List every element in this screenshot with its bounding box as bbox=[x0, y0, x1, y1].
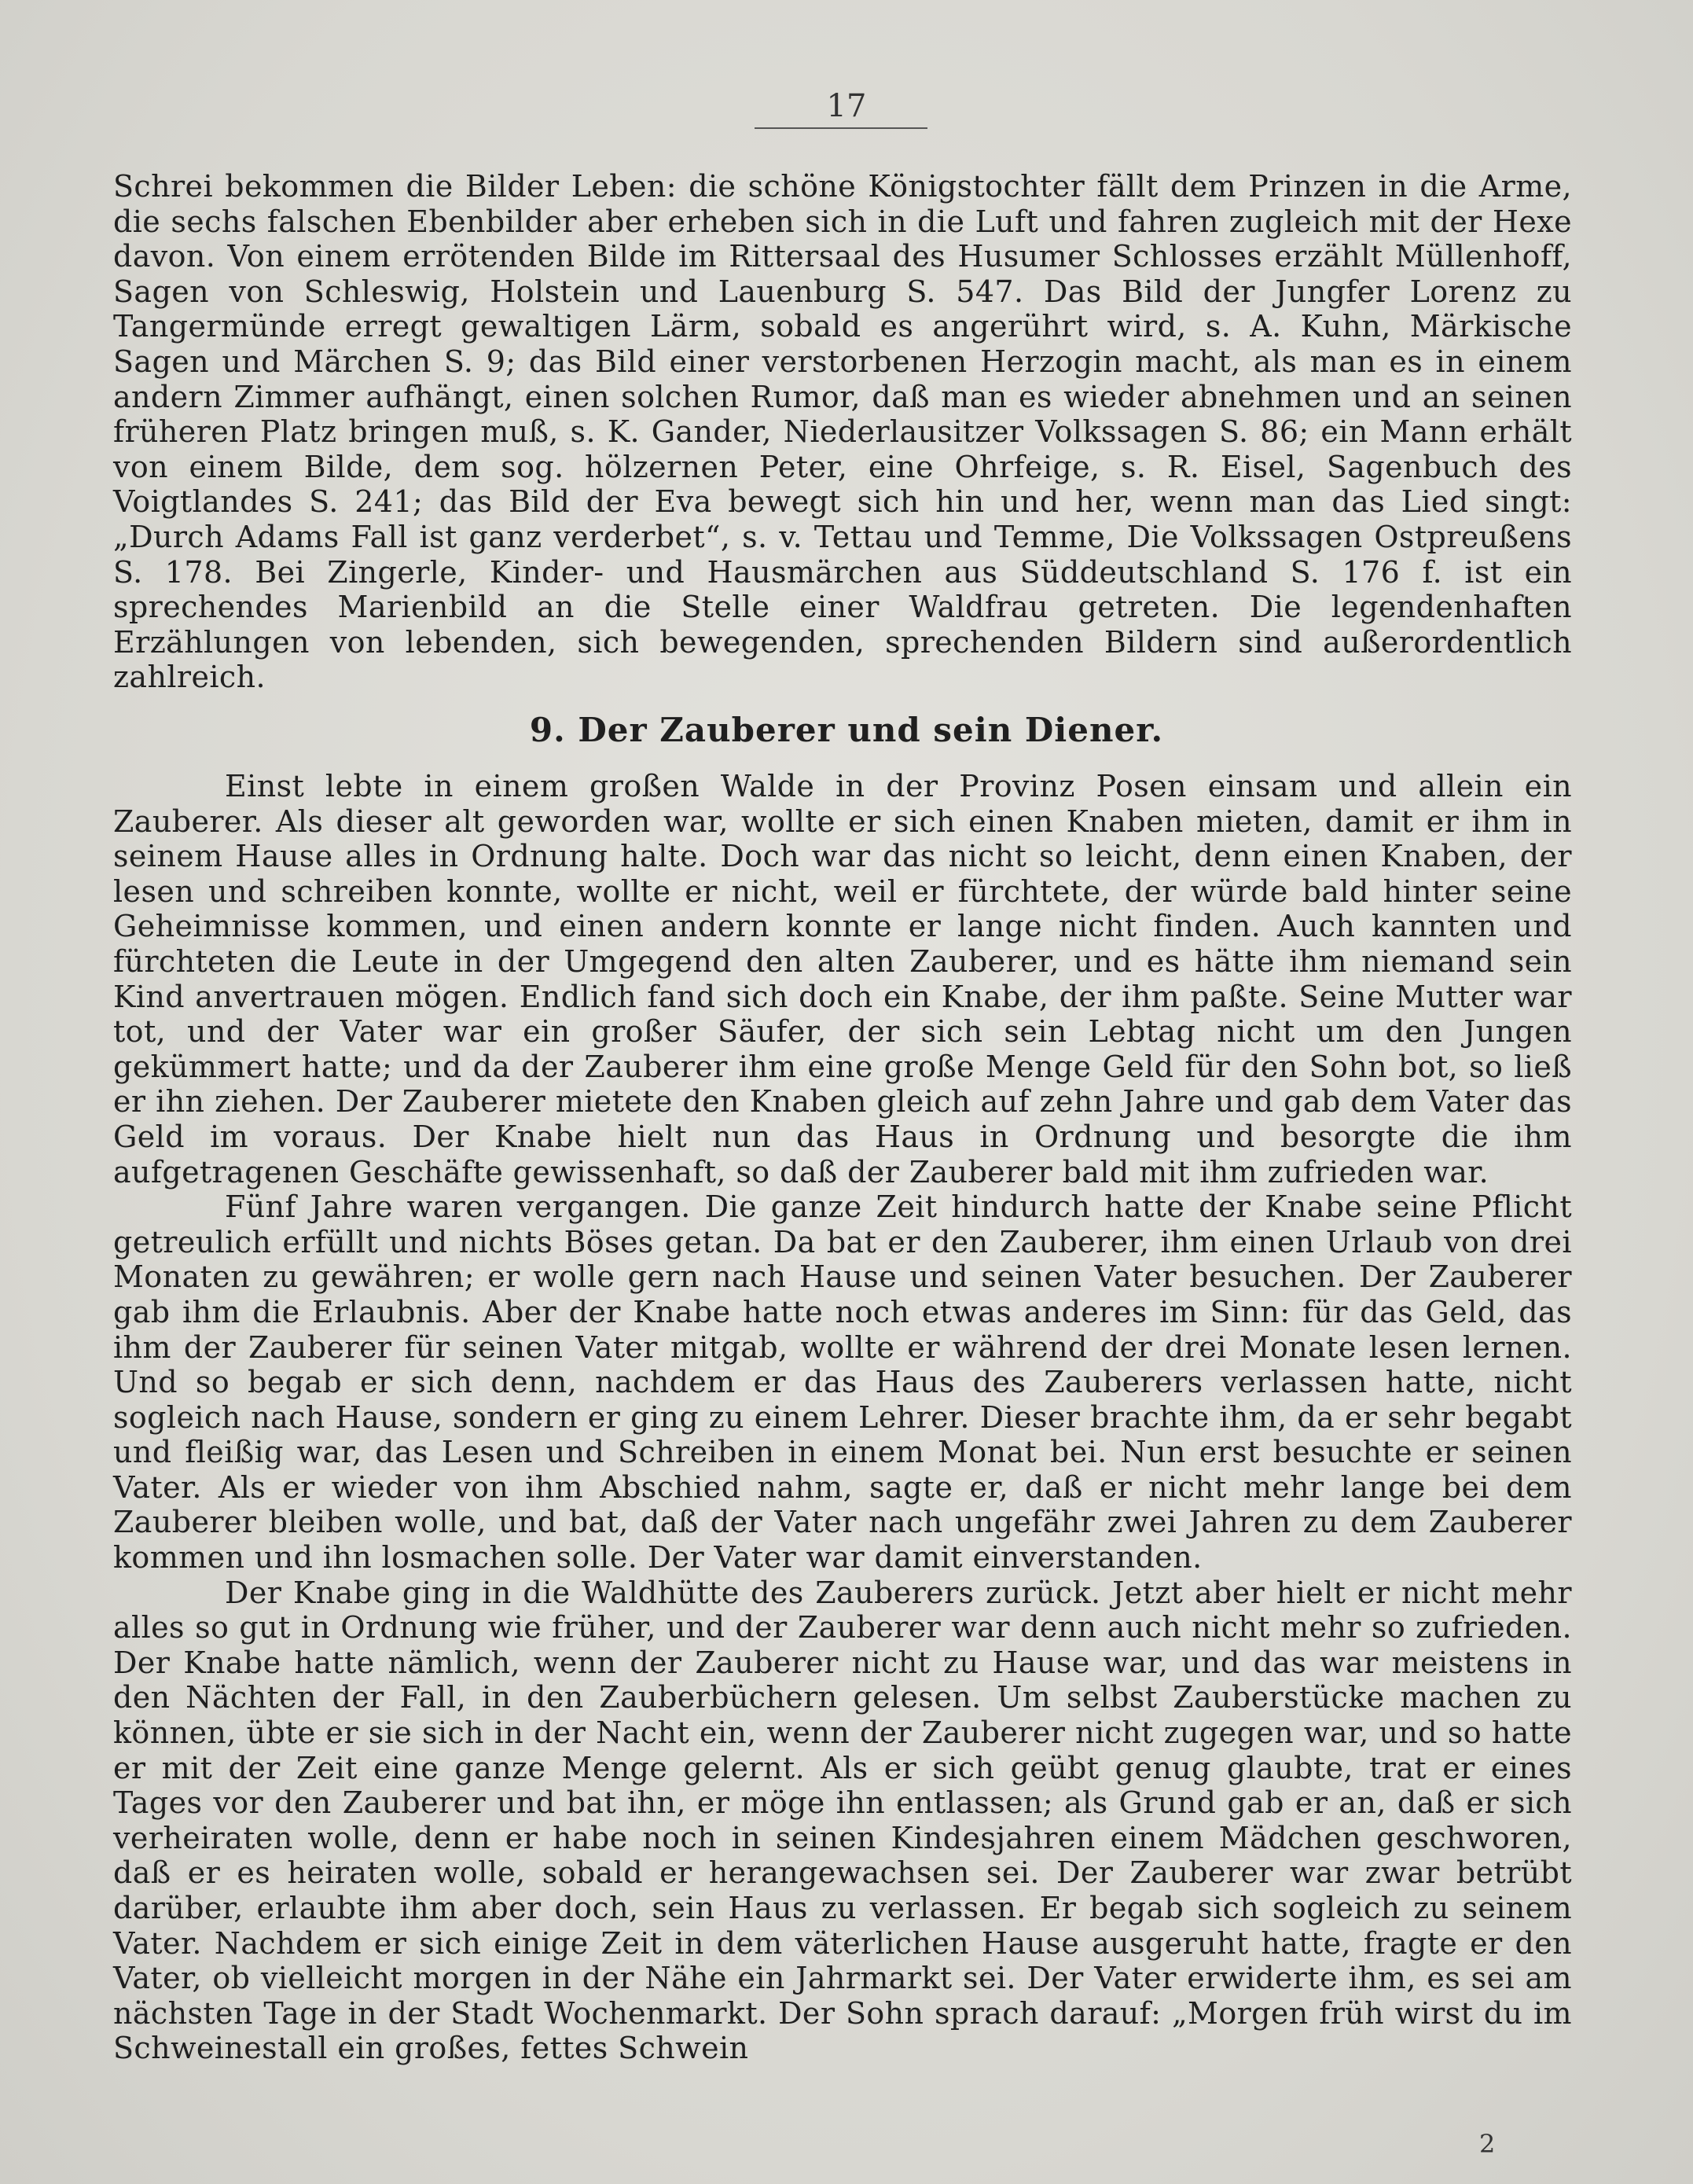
story-paragraph-3: Der Knabe ging in die Waldhütte des Zauberers zurück. Jetzt aber hielt er nicht mehr alles so gut in Ordnung wie früher, und der Zauberer war denn auch nicht mehr so zufrieden. Der Knabe hatte nämlich, wenn der Zauberer nicht zu Hause war, und das war meistens in den Nächten der Fall, in den Zauberbüchern gelesen. Um selbst Zauberstücke machen zu können, übte er sie sich in der Nacht ein, wenn der Zauberer nicht zugegen war, und so hatte er mit der Zeit eine ganze Menge gelernt. Als er sich geübt genug glaubte, trat er eines Tages vor den Zauberer und bat ihn, er möge ihn entlassen; als Grund gab er an, daß er sich verheiraten wolle, denn er habe noch in seinen Kindesjahren einem Mädchen geschworen, daß er es heiraten wolle, sobald er herangewachsen sei. Der Zauberer war zwar betrübt darüber, erlaubte ihm aber doch, sein Haus zu verlassen. Er begab sich sogleich zu seinem Vater. Nachdem er sich einige Zeit in dem väterlichen Hause ausgeruht hatte, fragte er den Vater, ob vielleicht morgen in der Nähe ein Jahrmarkt sei. Der Vater erwiderte ihm, es sei am nächsten Tage in der Stadt Wochenmarkt. Der Sohn sprach darauf: „Morgen früh wirst du im Schweinestall ein großes, fettes Schwein bbox=[113, 1575, 1572, 2066]
signature-mark: 2 bbox=[1479, 2129, 1496, 2159]
story-text-block bbox=[113, 769, 1572, 2066]
intro-paragraph: Schrei bekommen die Bilder Leben: die schöne Königstochter fällt dem Prinzen in die Arme, die sechs falschen Ebenbilder aber erheben sich in die Luft und fahren zugleich mit der Hexe davon. Von einem errötenden Bilde im Rittersaal des Husumer Schlosses erzählt Müllenhoff, Sagen von Schleswig, Holstein und Lauenburg S. 547. Das Bild der Jungfer Lorenz zu Tangermünde erregt gewaltigen Lärm, sobald es angerührt wird, s. A. Kuhn, Märkische Sagen und Märchen S. 9; das Bild einer verstorbenen Herzogin macht, als man es in einem andern Zimmer aufhängt, einen solchen Rumor, daß man es wieder abnehmen und an seinen früheren Platz bringen muß, s. K. Gander, Niederlausitzer Volkssagen S. 86; ein Mann erhält von einem Bilde, dem sog. hölzernen Peter, eine Ohrfeige, s. R. Eisel, Sagenbuch des Voigtlandes S. 241; das Bild der Eva bewegt sich hin und her, wenn man das Lied singt: „Durch Adams Fall ist ganz verderbet“, s. v. Tettau und Temme, Die Volkssagen Ostpreußens S. 178. Bei Zingerle, Kinder- und Hausmärchen aus Süddeutschland S. 176 f. ist ein sprechendes Marienbild an die Stelle einer Waldfrau getreten. Die legendenhaften Erzählungen von lebenden, sich bewegenden, sprechenden Bildern sind außerordentlich zahlreich. bbox=[113, 169, 1572, 695]
story-title: 9. Der Zauberer und sein Diener. bbox=[529, 711, 1164, 749]
header-rule bbox=[755, 127, 927, 129]
intro-text-block bbox=[113, 169, 1572, 695]
story-paragraph-1: Einst lebte in einem großen Walde in der Provinz Posen einsam und allein ein Zauberer. Als dieser alt geworden war, wollte er sich einen Knaben mieten, damit er ihm in seinem Hause alles in Ordnung halte. Doch war das nicht so leicht, denn einen Knaben, der lesen und schreiben konnte, wollte er nicht, weil er fürchtete, der würde bald hinter seine Geheimnisse kommen, und einen andern konnte er lange nicht finden. Auch kannten und fürchteten die Leute in der Umgegend den alten Zauberer, und es hätte ihm niemand sein Kind anvertrauen mögen. Endlich fand sich doch ein Knabe, der ihm paßte. Seine Mutter war tot, und der Vater war ein großer Säufer, der sich sein Lebtag nicht um den Jungen gekümmert hatte; und da der Zauberer ihm eine große Menge Geld für den Sohn bot, so ließ er ihn ziehen. Der Zauberer mietete den Knaben gleich auf zehn Jahre und gab dem Vater das Geld im voraus. Der Knabe hielt nun das Haus in Ordnung und besorgte die ihm aufgetragenen Geschäfte gewissenhaft, so daß der Zauberer bald mit ihm zufrieden war. bbox=[113, 769, 1572, 1189]
page-number: 17 bbox=[826, 88, 867, 124]
story-paragraph-2: Fünf Jahre waren vergangen. Die ganze Zeit hindurch hatte der Knabe seine Pflicht getreulich erfüllt und nichts Böses getan. Da bat er den Zauberer, ihm einen Urlaub von drei Monaten zu gewähren; er wolle gern nach Hause und seinen Vater besuchen. Der Zauberer gab ihm die Erlaubnis. Aber der Knabe hatte noch etwas anderes im Sinn: für das Geld, das ihm der Zauberer für seinen Vater mitgab, wollte er während der drei Monate lesen lernen. Und so begab er sich denn, nachdem er das Haus des Zauberers verlassen hatte, nicht sogleich nach Hause, sondern er ging zu einem Lehrer. Dieser brachte ihm, da er sehr begabt und fleißig war, das Lesen und Schreiben in einem Monat bei. Nun erst besuchte er seinen Vater. Als er wieder von ihm Abschied nahm, sagte er, daß er nicht mehr lange bei dem Zauberer bleiben wolle, und bat, daß der Vater nach ungefähr zwei Jahren zu dem Zauberer kommen und ihn losmachen solle. Der Vater war damit einverstanden. bbox=[113, 1189, 1572, 1575]
